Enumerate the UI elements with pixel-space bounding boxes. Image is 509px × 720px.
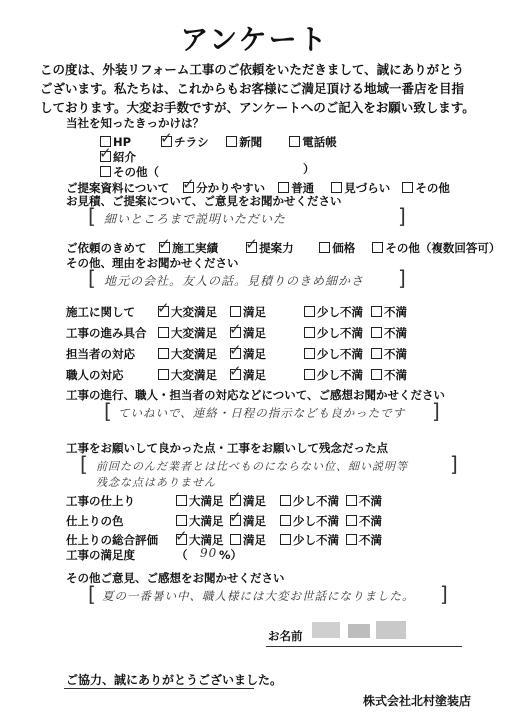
bracket-left: [ (104, 399, 112, 423)
rating-b-row-label: 仕上りの総合評価 (66, 533, 158, 547)
checkbox[interactable] (158, 369, 169, 380)
checkbox[interactable] (230, 534, 241, 545)
q4-option-price[interactable]: 価格 (319, 240, 367, 256)
checkbox[interactable] (176, 534, 187, 545)
rating-b-option[interactable]: 不満 (346, 493, 382, 509)
footer-thanks: ご協力、誠にありがとうございました。 (66, 673, 283, 687)
checkbox[interactable] (304, 348, 315, 359)
checkbox[interactable] (304, 327, 315, 338)
checkbox[interactable] (371, 306, 382, 317)
rating-a-option[interactable]: 不満 (371, 325, 407, 341)
rating-a-option[interactable]: 大変満足 (158, 346, 217, 362)
q1-option-referral[interactable]: ✓紹介 (100, 149, 136, 165)
q1-label: 当社を知ったきっかけは？ (66, 116, 204, 130)
rating-a-row-label: 職人の対応 (66, 368, 124, 382)
checkbox[interactable] (319, 242, 330, 253)
survey-title: アンケート (180, 23, 329, 56)
rating-b-option[interactable]: 不満 (346, 532, 382, 548)
rating-b-row-label: 仕上りの色 (66, 514, 124, 528)
rating-a-option[interactable]: 不満 (371, 346, 407, 362)
checkbox[interactable] (230, 369, 241, 380)
q1-option-other[interactable]: その他（ (100, 164, 159, 180)
checkbox[interactable] (176, 515, 187, 526)
company-name: 株式会社北村塗装店 (363, 694, 472, 708)
checkbox[interactable] (183, 182, 194, 193)
q4-option-proposal[interactable]: ✓ 提案力 (246, 240, 314, 256)
bracket-right: ] (398, 204, 406, 228)
footer-divider (64, 688, 254, 689)
checkbox[interactable] (304, 306, 315, 317)
rating-a-option[interactable]: 大変満足 (158, 367, 217, 383)
rating-a-option[interactable]: 大変満足 (158, 325, 217, 341)
q7-answer-line1[interactable]: 前回たのんだ業者とは比べものにならない位、細い説明等 (96, 460, 408, 473)
intro-line: ございます。私たちは、これからもお客様にご満足頂ける地域一番店を目指 (40, 81, 465, 96)
checkbox[interactable] (158, 348, 169, 359)
rating-b-option[interactable]: 大満足 (176, 493, 224, 509)
checkbox[interactable] (346, 534, 357, 545)
satisfaction-label: 工事の満足度 (66, 548, 135, 562)
bracket-right: ] (398, 266, 406, 290)
q5-label: その他、理由をお聞かせください (66, 256, 239, 270)
rating-a-row-label: 施工に関して (66, 305, 135, 319)
rating-b-option[interactable]: ✓ 満足 (230, 493, 266, 509)
q2-option-clear[interactable]: ✓ 分かりやすい (183, 180, 273, 196)
intro-line: しております。大変お手数ですが、アンケートへのご記入をお願い致します。 (40, 100, 475, 115)
bracket-right: ] (440, 582, 448, 606)
checkbox[interactable] (230, 327, 241, 338)
checkbox[interactable] (158, 327, 169, 338)
checkbox[interactable] (230, 495, 241, 506)
checkbox[interactable] (280, 515, 291, 526)
q8-answer[interactable]: 夏の一番暑い中、職人様には大変お世話になりました。 (102, 589, 415, 603)
q4-option-record[interactable]: ✓ 施工実績 (159, 240, 241, 256)
q3-label: お見積、ご提案について、ご意見をお聞かせください (66, 194, 342, 208)
rating-a-option[interactable]: ✓ 大変満足 (158, 304, 217, 320)
intro-line: この度は、外装リフォーム工事のご依頼をいただきまして、誠にありがとう (40, 62, 465, 77)
checkbox[interactable] (176, 495, 187, 506)
checkbox[interactable] (246, 242, 257, 253)
q5-answer[interactable]: 地元の会社。友人の話。見積りのきめ細かさ (104, 274, 365, 288)
q6-label: 工事の進行、職人・担当者の対応などについて、ご感想お聞かせください (66, 388, 446, 402)
name-label: お名前 (268, 629, 303, 643)
rating-b-option[interactable]: 少し不満 (280, 532, 339, 548)
rating-a-option[interactable]: 満足 (230, 304, 266, 320)
q1-option-newspaper[interactable]: 新聞 (226, 134, 284, 150)
q7-label: 工事をお願いして良かった点・工事をお願いして残念だった点 (66, 441, 388, 455)
rating-b-option[interactable]: ✓ 満足 (230, 513, 266, 529)
q4-option-other[interactable]: その他（複数回答可） (372, 240, 500, 256)
checkbox[interactable] (280, 495, 291, 506)
name-underline (266, 646, 462, 647)
intro-text (40, 60, 475, 117)
q1-option-flyer[interactable]: ✓ チラシ (161, 134, 221, 150)
checkbox[interactable] (161, 136, 172, 147)
checkbox[interactable] (289, 136, 300, 147)
checkbox[interactable] (230, 306, 241, 317)
checkbox[interactable] (230, 515, 241, 526)
q4-row (66, 237, 500, 256)
rating-b-option[interactable]: 少し不満 (280, 493, 339, 509)
rating-a-option[interactable]: 少し不満 (304, 304, 363, 320)
q6-answer[interactable]: ていねいで、連絡・日程の指示なども良かったです (118, 406, 406, 420)
q1-close-paren: ） (303, 162, 315, 176)
rating-a-option[interactable]: ✓ 満足 (230, 367, 266, 383)
rating-b-option[interactable]: 満足 (230, 532, 266, 548)
rating-a-option[interactable]: 少し不満 (304, 367, 363, 383)
rating-a-row-label: 工事の進み具合 (66, 326, 147, 340)
q2-label: ご提案資料について (66, 181, 170, 195)
redacted-name (376, 621, 406, 639)
q2-option-normal[interactable]: 普通 (278, 180, 326, 196)
checkbox[interactable] (280, 534, 291, 545)
rating-b-option[interactable]: 不満 (346, 513, 382, 529)
checkbox[interactable] (371, 348, 382, 359)
checkbox[interactable] (159, 242, 170, 253)
bracket-left: [ (88, 204, 96, 228)
checkbox[interactable] (304, 369, 315, 380)
q2-option-other[interactable]: その他 (402, 180, 450, 196)
rating-a-option[interactable]: ✓ 満足 (230, 325, 266, 341)
q8-label: その他ご意見、ご感想をお聞かせください (66, 571, 285, 585)
checkbox[interactable] (372, 242, 383, 253)
rating-a-row-label: 担当者の対応 (66, 347, 135, 361)
checkbox[interactable] (226, 136, 237, 147)
checkbox[interactable] (230, 348, 241, 359)
q3-answer[interactable]: 細いところまで説明いただいた (104, 212, 287, 226)
rating-b-option[interactable]: 大満足 (176, 513, 224, 529)
checkbox[interactable] (278, 182, 289, 193)
bracket-right: ] (450, 452, 458, 476)
q4-label: ご依頼のきめて (66, 241, 147, 255)
rating-b-option[interactable]: 少し不満 (280, 513, 339, 529)
q2-option-hard[interactable]: 見づらい (331, 180, 397, 196)
rating-b-option[interactable]: ✓ 大満足 (176, 532, 224, 548)
q1-option-phonebook[interactable]: 電話帳 (289, 134, 337, 150)
checkbox[interactable] (402, 182, 413, 193)
checkbox[interactable] (158, 306, 169, 317)
rating-a-option[interactable]: 不満 (371, 304, 407, 320)
satisfaction-unit: %） (219, 548, 243, 562)
rating-b-row-label: 工事の仕上り (66, 494, 135, 508)
checkbox[interactable] (346, 495, 357, 506)
checkbox[interactable] (331, 182, 342, 193)
checkbox[interactable] (371, 327, 382, 338)
satisfaction-value[interactable]: 90 (200, 546, 218, 560)
redacted-name (312, 622, 340, 638)
bracket-left: [ (88, 582, 96, 606)
q7-answer-line2[interactable]: 残念な点はありません (96, 476, 216, 489)
checkbox[interactable] (346, 515, 357, 526)
q1-option-hp[interactable]: HP (100, 135, 156, 149)
redacted-name (348, 624, 370, 638)
bracket-left: [ (88, 266, 96, 290)
rating-a-option[interactable]: 少し不満 (304, 325, 363, 341)
rating-a-option[interactable]: ✓ 満足 (230, 346, 266, 362)
bracket-right: ] (432, 399, 440, 423)
bracket-left: [ (80, 452, 88, 476)
rating-a-option[interactable]: 不満 (371, 367, 407, 383)
satisfaction-open: （ (176, 548, 188, 562)
checkbox[interactable] (371, 369, 382, 380)
checkbox[interactable] (100, 166, 111, 177)
rating-a-option[interactable]: 少し不満 (304, 346, 363, 362)
